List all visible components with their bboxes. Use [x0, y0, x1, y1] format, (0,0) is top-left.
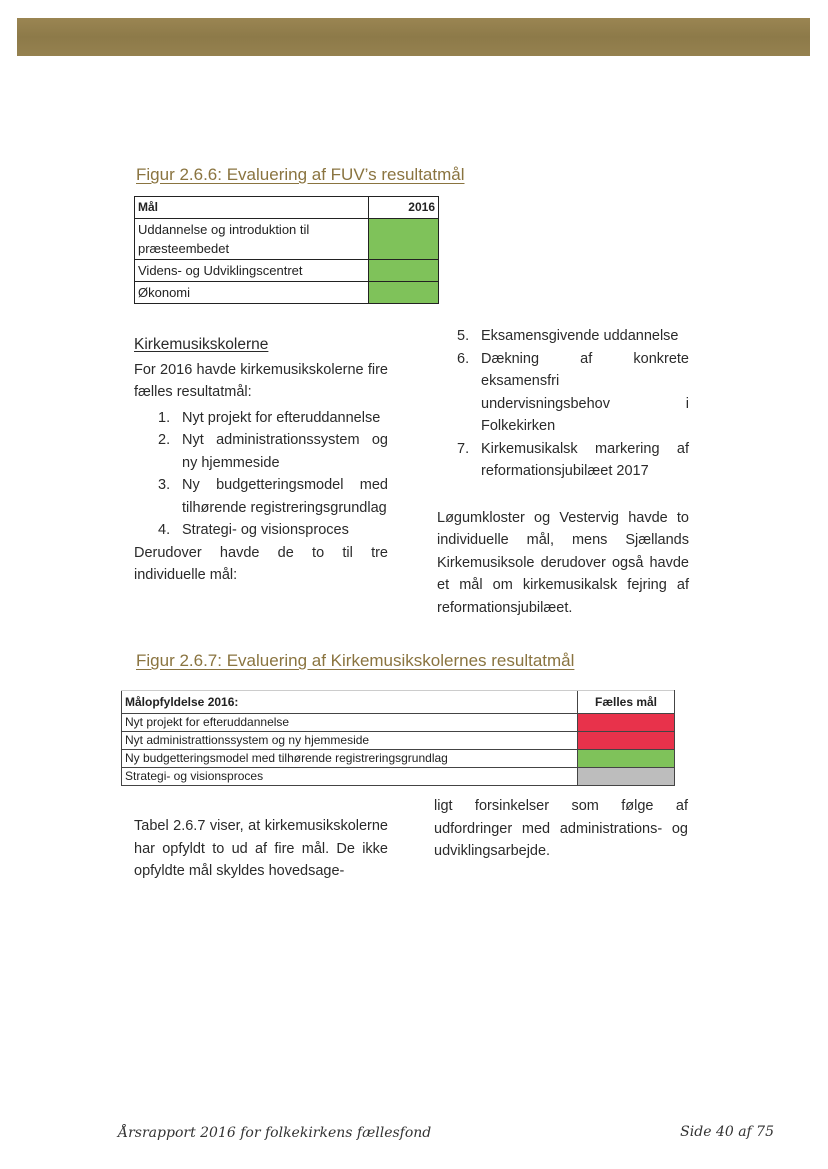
- bottom-left-paragraph: Tabel 2.6.7 viser, at kirkemusikskolerne har opfyldt to ud af fire mål. De ikke opfyldte mål skyldes hovedsage-: [134, 818, 388, 879]
- table-header-row: [135, 197, 439, 219]
- goal-label: Ny budgetteringsmodel med tilhørende registreringsgrundlag: [122, 750, 578, 768]
- list-item: [457, 348, 689, 438]
- status-cell: [578, 750, 675, 768]
- goal-label: Videns- og Udviklingscentret: [135, 260, 369, 282]
- table-row: [122, 750, 675, 768]
- goal-label: Nyt projekt for efteruddannelse: [122, 714, 578, 732]
- list-item: [158, 429, 388, 474]
- table-row: [135, 282, 439, 304]
- list-number: 4.: [158, 522, 171, 538]
- figure-title: Figur 2.6.6: Evaluering af FUV’s resultatmål: [136, 165, 465, 184]
- column-header-shared: Fælles mål: [578, 691, 675, 714]
- left-column: [134, 334, 388, 587]
- list-item: [158, 474, 388, 519]
- goal-label: Nyt administrattionssystem og ny hjemmeside: [122, 732, 578, 750]
- table-row: [135, 219, 439, 260]
- table-row: [122, 732, 675, 750]
- list-item: [457, 438, 689, 483]
- status-cell: [369, 219, 439, 260]
- goals-list: [437, 325, 689, 483]
- status-cell: [578, 732, 675, 750]
- page-number: Side 40 af 75: [680, 1124, 774, 1140]
- list-number: 1.: [158, 409, 171, 426]
- status-cell: [369, 260, 439, 282]
- list-number: 6.: [457, 350, 470, 367]
- list-number: 5.: [457, 328, 470, 344]
- body-paragraph: Løgumkloster og Vestervig havde to individuelle mål, mens Sjællands Kirkemusiksole derudover også havde et mål om kirkemusikalsk fejring af reformationsjubilæet.: [437, 509, 689, 616]
- goal-label: Uddannelse og introduktion til præsteembedet: [135, 219, 369, 260]
- status-cell: [578, 768, 675, 786]
- list-text: Ny budgetteringsmodel med tilhørende registreringsgrundlag: [182, 477, 388, 516]
- table-row: [122, 714, 675, 732]
- fuv-goals-table: [134, 196, 439, 304]
- footer-report-title: Årsrapport 2016 for folkekirkens fællesfond: [118, 1125, 432, 1141]
- goal-label: Økonomi: [135, 282, 369, 304]
- header-banner: [17, 18, 810, 56]
- column-header-goal: Mål: [135, 197, 369, 219]
- bottom-right-paragraph: ligt forsinkelser som følge af udfordringer med administrations- og udviklingsarbejde.: [434, 798, 688, 859]
- section-heading: Kirkemusikskolerne: [134, 336, 269, 353]
- figure-title: Figur 2.6.7: Evaluering af Kirkemusikskolernes resultatmål: [136, 651, 575, 670]
- goals-list: [134, 407, 388, 542]
- status-cell: [369, 282, 439, 304]
- list-text: Dækning af konkrete eksamensfri undervisningsbehov i Folkekirken: [481, 350, 689, 434]
- intro-paragraph: For 2016 havde kirkemusikskolerne fire fælles resultatmål:: [134, 361, 388, 400]
- list-item: [158, 407, 388, 430]
- list-text: Nyt administrationssystem og ny hjemmeside: [182, 432, 388, 471]
- goal-label: Strategi- og visionsproces: [122, 768, 578, 786]
- list-number: 2.: [158, 432, 171, 448]
- list-number: 3.: [158, 477, 171, 493]
- list-text: Strategi- og visionsproces: [182, 522, 349, 538]
- right-column: [437, 325, 689, 619]
- list-text: Eksamensgivende uddannelse: [481, 328, 679, 344]
- list-number: 7.: [457, 440, 470, 457]
- list-text: Nyt projekt for efteruddannelse: [182, 409, 381, 426]
- column-header-goal: Målopfyldelse 2016:: [122, 691, 578, 714]
- kirkemusik-goals-table: [121, 690, 675, 786]
- table-row: [135, 260, 439, 282]
- table-header-row: [122, 691, 675, 714]
- status-cell: [578, 714, 675, 732]
- column-header-year: 2016: [369, 197, 439, 219]
- list-text: Kirkemusikalsk markering af reformationsjubilæet 2017: [481, 440, 689, 479]
- table-row: [122, 768, 675, 786]
- list-item: [158, 519, 388, 542]
- outro-paragraph: Derudover havde de to til tre individuelle mål:: [134, 544, 388, 583]
- list-item: [457, 325, 689, 348]
